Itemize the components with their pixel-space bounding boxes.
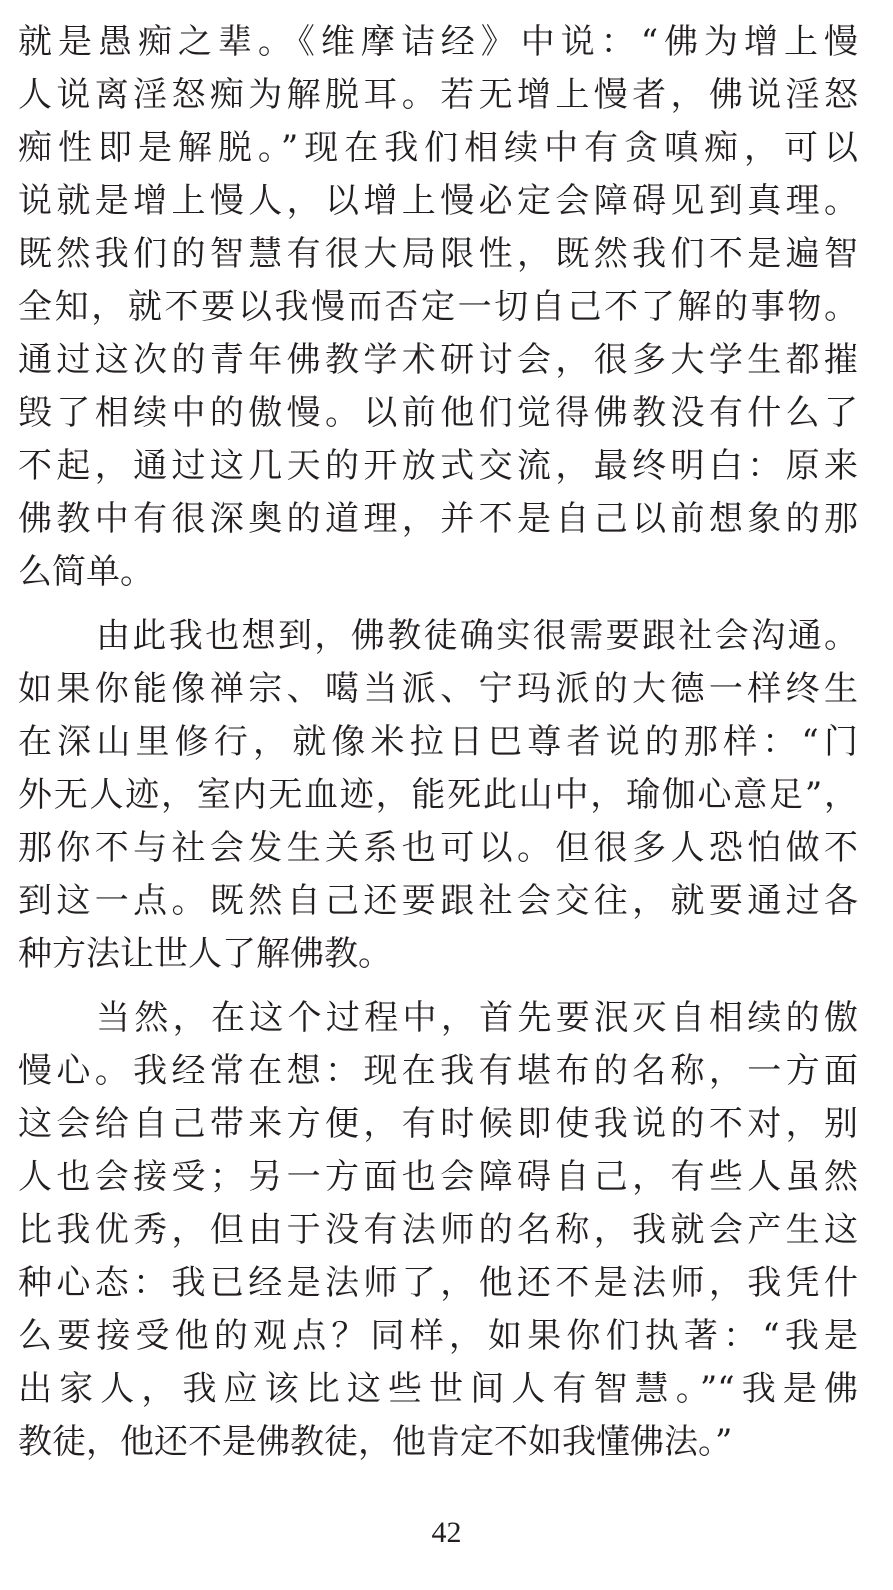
book-page <box>18 0 858 1590</box>
text-line: 不起，通过这几天的开放式交流，最终明白：原来 <box>18 446 858 486</box>
text-line: 佛教中有很深奥的道理，并不是自己以前想象的那 <box>18 499 858 539</box>
text-line: 比我优秀，但由于没有法师的名称，我就会产生这 <box>18 1210 858 1250</box>
text-line: 毁了相续中的傲慢。以前他们觉得佛教没有什么了 <box>18 393 858 433</box>
text-line: 人也会接受；另一方面也会障碍自己，有些人虽然 <box>18 1157 858 1197</box>
text-line: 外无人迹，室内无血迹，能死此山中，瑜伽心意足”， <box>18 775 858 815</box>
text-line: 到这一点。既然自己还要跟社会交往，就要通过各 <box>18 881 858 921</box>
text-line: 痴性即是解脱。”现在我们相续中有贪嗔痴，可以 <box>18 128 858 168</box>
paragraph-first-line: 由此我也想到，佛教徒确实很需要跟社会沟通。 <box>96 616 858 656</box>
text-line: 全知，就不要以我慢而否定一切自己不了解的事物。 <box>18 287 858 327</box>
text-line: 教徒，他还不是佛教徒，他肯定不如我懂佛法。” <box>18 1422 733 1462</box>
text-line: 通过这次的青年佛教学术研讨会，很多大学生都摧 <box>18 340 858 380</box>
text-line: 如果你能像禅宗、噶当派、宁玛派的大德一样终生 <box>18 669 858 709</box>
page-number: 42 <box>431 1516 462 1549</box>
paragraph-first-line: 当然，在这个过程中，首先要泯灭自相续的傲 <box>96 998 858 1038</box>
text-line: 那你不与社会发生关系也可以。但很多人恐怕做不 <box>18 828 858 868</box>
text-line: 出家人，我应该比这些世间人有智慧。”“我是佛 <box>18 1369 858 1409</box>
text-line: 这会给自己带来方便，有时候即使我说的不对，别 <box>18 1104 858 1144</box>
text-line: 么简单。 <box>18 552 154 592</box>
text-line: 么要接受他的观点？同样，如果你们执著：“我是 <box>18 1316 858 1356</box>
text-line: 种心态：我已经是法师了，他还不是法师，我凭什 <box>18 1263 858 1303</box>
text-line: 既然我们的智慧有很大局限性，既然我们不是遍智 <box>18 234 858 274</box>
text-line: 在深山里修行，就像米拉日巴尊者说的那样：“门 <box>18 722 858 762</box>
text-line: 说就是增上慢人，以增上慢必定会障碍见到真理。 <box>18 181 858 221</box>
text-line: 人说离淫怒痴为解脱耳。若无增上慢者，佛说淫怒 <box>18 75 858 115</box>
text-line: 慢心。我经常在想：现在我有堪布的名称，一方面 <box>18 1051 858 1091</box>
text-line: 就是愚痴之辈。《维摩诘经》中说：“佛为增上慢 <box>18 22 858 62</box>
text-line: 种方法让世人了解佛教。 <box>18 934 392 974</box>
